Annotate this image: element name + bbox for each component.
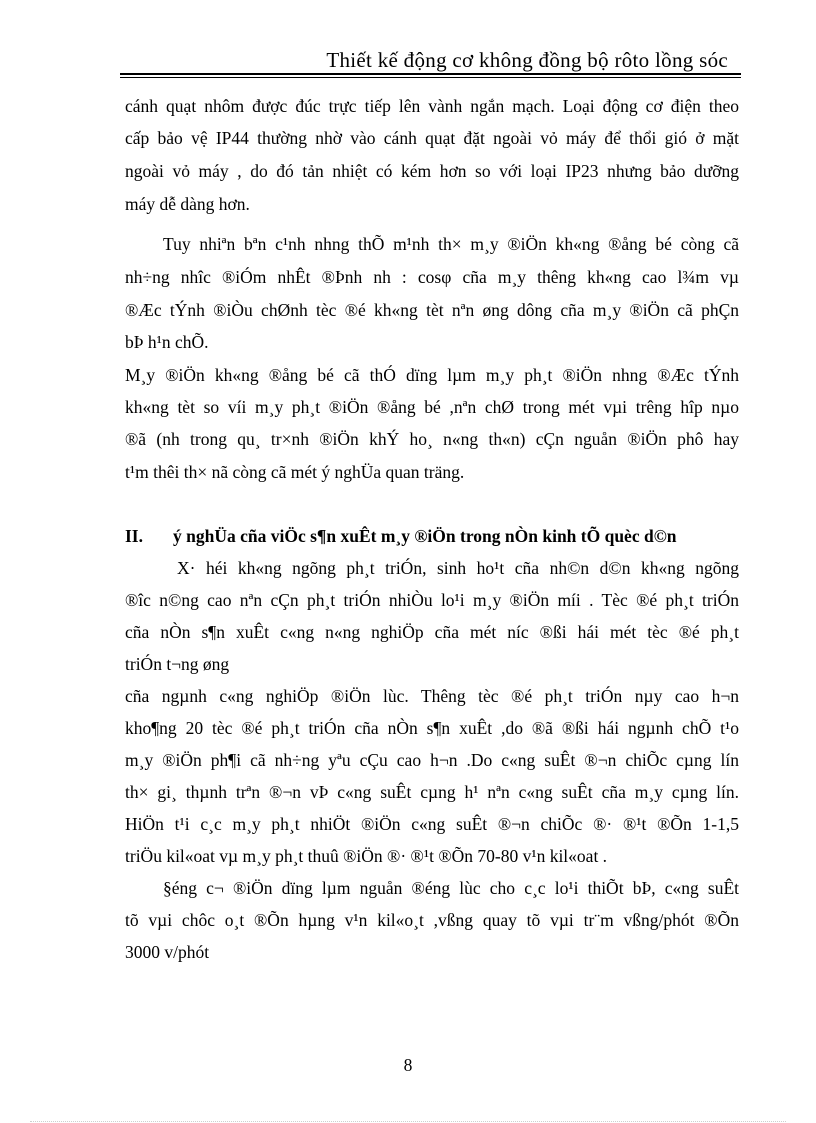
text-line: Tuy nhiªn bªn c¹nh nhng thÕ m¹nh th× m¸y ®iÖn kh«ng ®ång bé còng cã <box>163 234 739 254</box>
text-line: ®îc n©ng cao nªn cÇn ph¸t triÓn nhiÒu lo¹i m¸y ®iÖn míi . Tèc ®é ph¸t triÓn <box>125 590 739 610</box>
text-line: kh«ng tèt so víi m¸y ph¸t ®iÖn ®ång bé ,nªn chØ trong mét vµi trêng hîp nµo <box>125 397 739 417</box>
text-line: cấp bảo vệ IP44 thường nhờ vào cánh quạt đặt ngoài vỏ máy để thổi gió ở mặt <box>125 128 739 148</box>
text-line: X· héi kh«ng ngõng ph¸t triÓn, sinh ho¹t cña nh©n d©n kh«ng ngõng <box>177 558 739 578</box>
text-line: 3000 v/phót <box>125 942 210 962</box>
text-line: ngoài vỏ máy , do đó tản nhiệt có kém hơn so với loại IP23 nhưng bảo dưỡng <box>125 161 739 181</box>
section-number: II. <box>125 526 143 546</box>
text-line: triÓn t¬ng øng <box>125 654 230 674</box>
text-line: kho¶ng 20 tèc ®é ph¸t triÓn cña nÒn s¶n xuÊt ,do ®ã ®ßi hái ngµnh chÕ t¹o <box>125 718 739 738</box>
text-line: t¹m thêi th× nã còng cã mét ý nghÜa quan träng. <box>125 462 465 482</box>
text-line: ®Æc tÝnh ®iÒu chØnh tèc ®é kh«ng tèt nªn øng dông cña m¸y ®iÖn cã phÇn <box>125 300 739 320</box>
text-line: th× gi¸ thµnh trªn ®¬n vÞ c«ng suÊt cµng h¹ nªn c«ng suÊt cña m¸y cµng lín. <box>125 782 739 802</box>
section-heading <box>125 525 739 547</box>
text-line: §éng c¬ ®iÖn dïng lµm nguån ®éng lùc cho c¸c lo¹i thiÕt bÞ, c«ng suÊt <box>163 878 739 898</box>
text-line: ®ã (nh trong qu¸ tr×nh ®iÖn khÝ ho¸ n«ng th«n) cÇn nguån ®iÖn phô hay <box>125 429 739 449</box>
text-line: M¸y ®iÖn kh«ng ®ång bé cã thÓ dïng lµm m¸y ph¸t ®iÖn nhng ®Æc tÝnh <box>125 365 739 385</box>
footer-divider <box>30 1121 786 1122</box>
text-line: bÞ h¹n chÕ. <box>125 332 209 352</box>
section-title: ý nghÜa cña viÖc s¶n xuÊt m¸y ®iÖn trong nÒn kinh tÕ quèc d©n <box>173 526 677 546</box>
header-title: Thiết kế động cơ không đồng bộ rôto lồng sóc <box>326 48 728 72</box>
text-line: tõ vµi chôc o¸t ®Õn hµng v¹n kil«o¸t ,vßng quay tõ vµi tr¨m vßng/phót ®Õn <box>125 910 739 930</box>
text-line: triÖu kil«oat vµ m¸y ph¸t thuû ®iÖn ®· ®¹t ®Õn 70-80 v¹n kil«oat . <box>125 846 608 866</box>
text-line: cánh quạt nhôm được đúc trực tiếp lên vành ngắn mạch. Loại động cơ điện theo <box>125 96 739 116</box>
header-rule-thin <box>120 77 741 78</box>
header-rule-thick <box>120 73 741 75</box>
text-line: máy dễ dàng hơn. <box>125 194 250 214</box>
text-line: cña nÒn s¶n xuÊt c«ng n«ng nghiÖp cña mét níc ®ßi hái mét tèc ®é ph¸t <box>125 622 739 642</box>
text-line: HiÖn t¹i c¸c m¸y ph¸t nhiÖt ®iÖn c«ng suÊt ®¬n chiÕc ®· ®¹t ®Õn 1-1,5 <box>125 814 739 834</box>
text-line: cña ngµnh c«ng nghiÖp ®iÖn lùc. Thêng tèc ®é ph¸t triÓn nµy cao h¬n <box>125 686 739 706</box>
text-line: nh÷ng nhîc ®iÓm nhÊt ®Þnh nh : cosφ cña m¸y thêng kh«ng cao l¾m vµ <box>125 267 739 287</box>
page-number: 8 <box>403 1055 413 1075</box>
text-line: m¸y ®iÖn ph¶i cã nh÷ng yªu cÇu cao h¬n .Do c«ng suÊt ®¬n chiÕc cµng lín <box>125 750 739 770</box>
